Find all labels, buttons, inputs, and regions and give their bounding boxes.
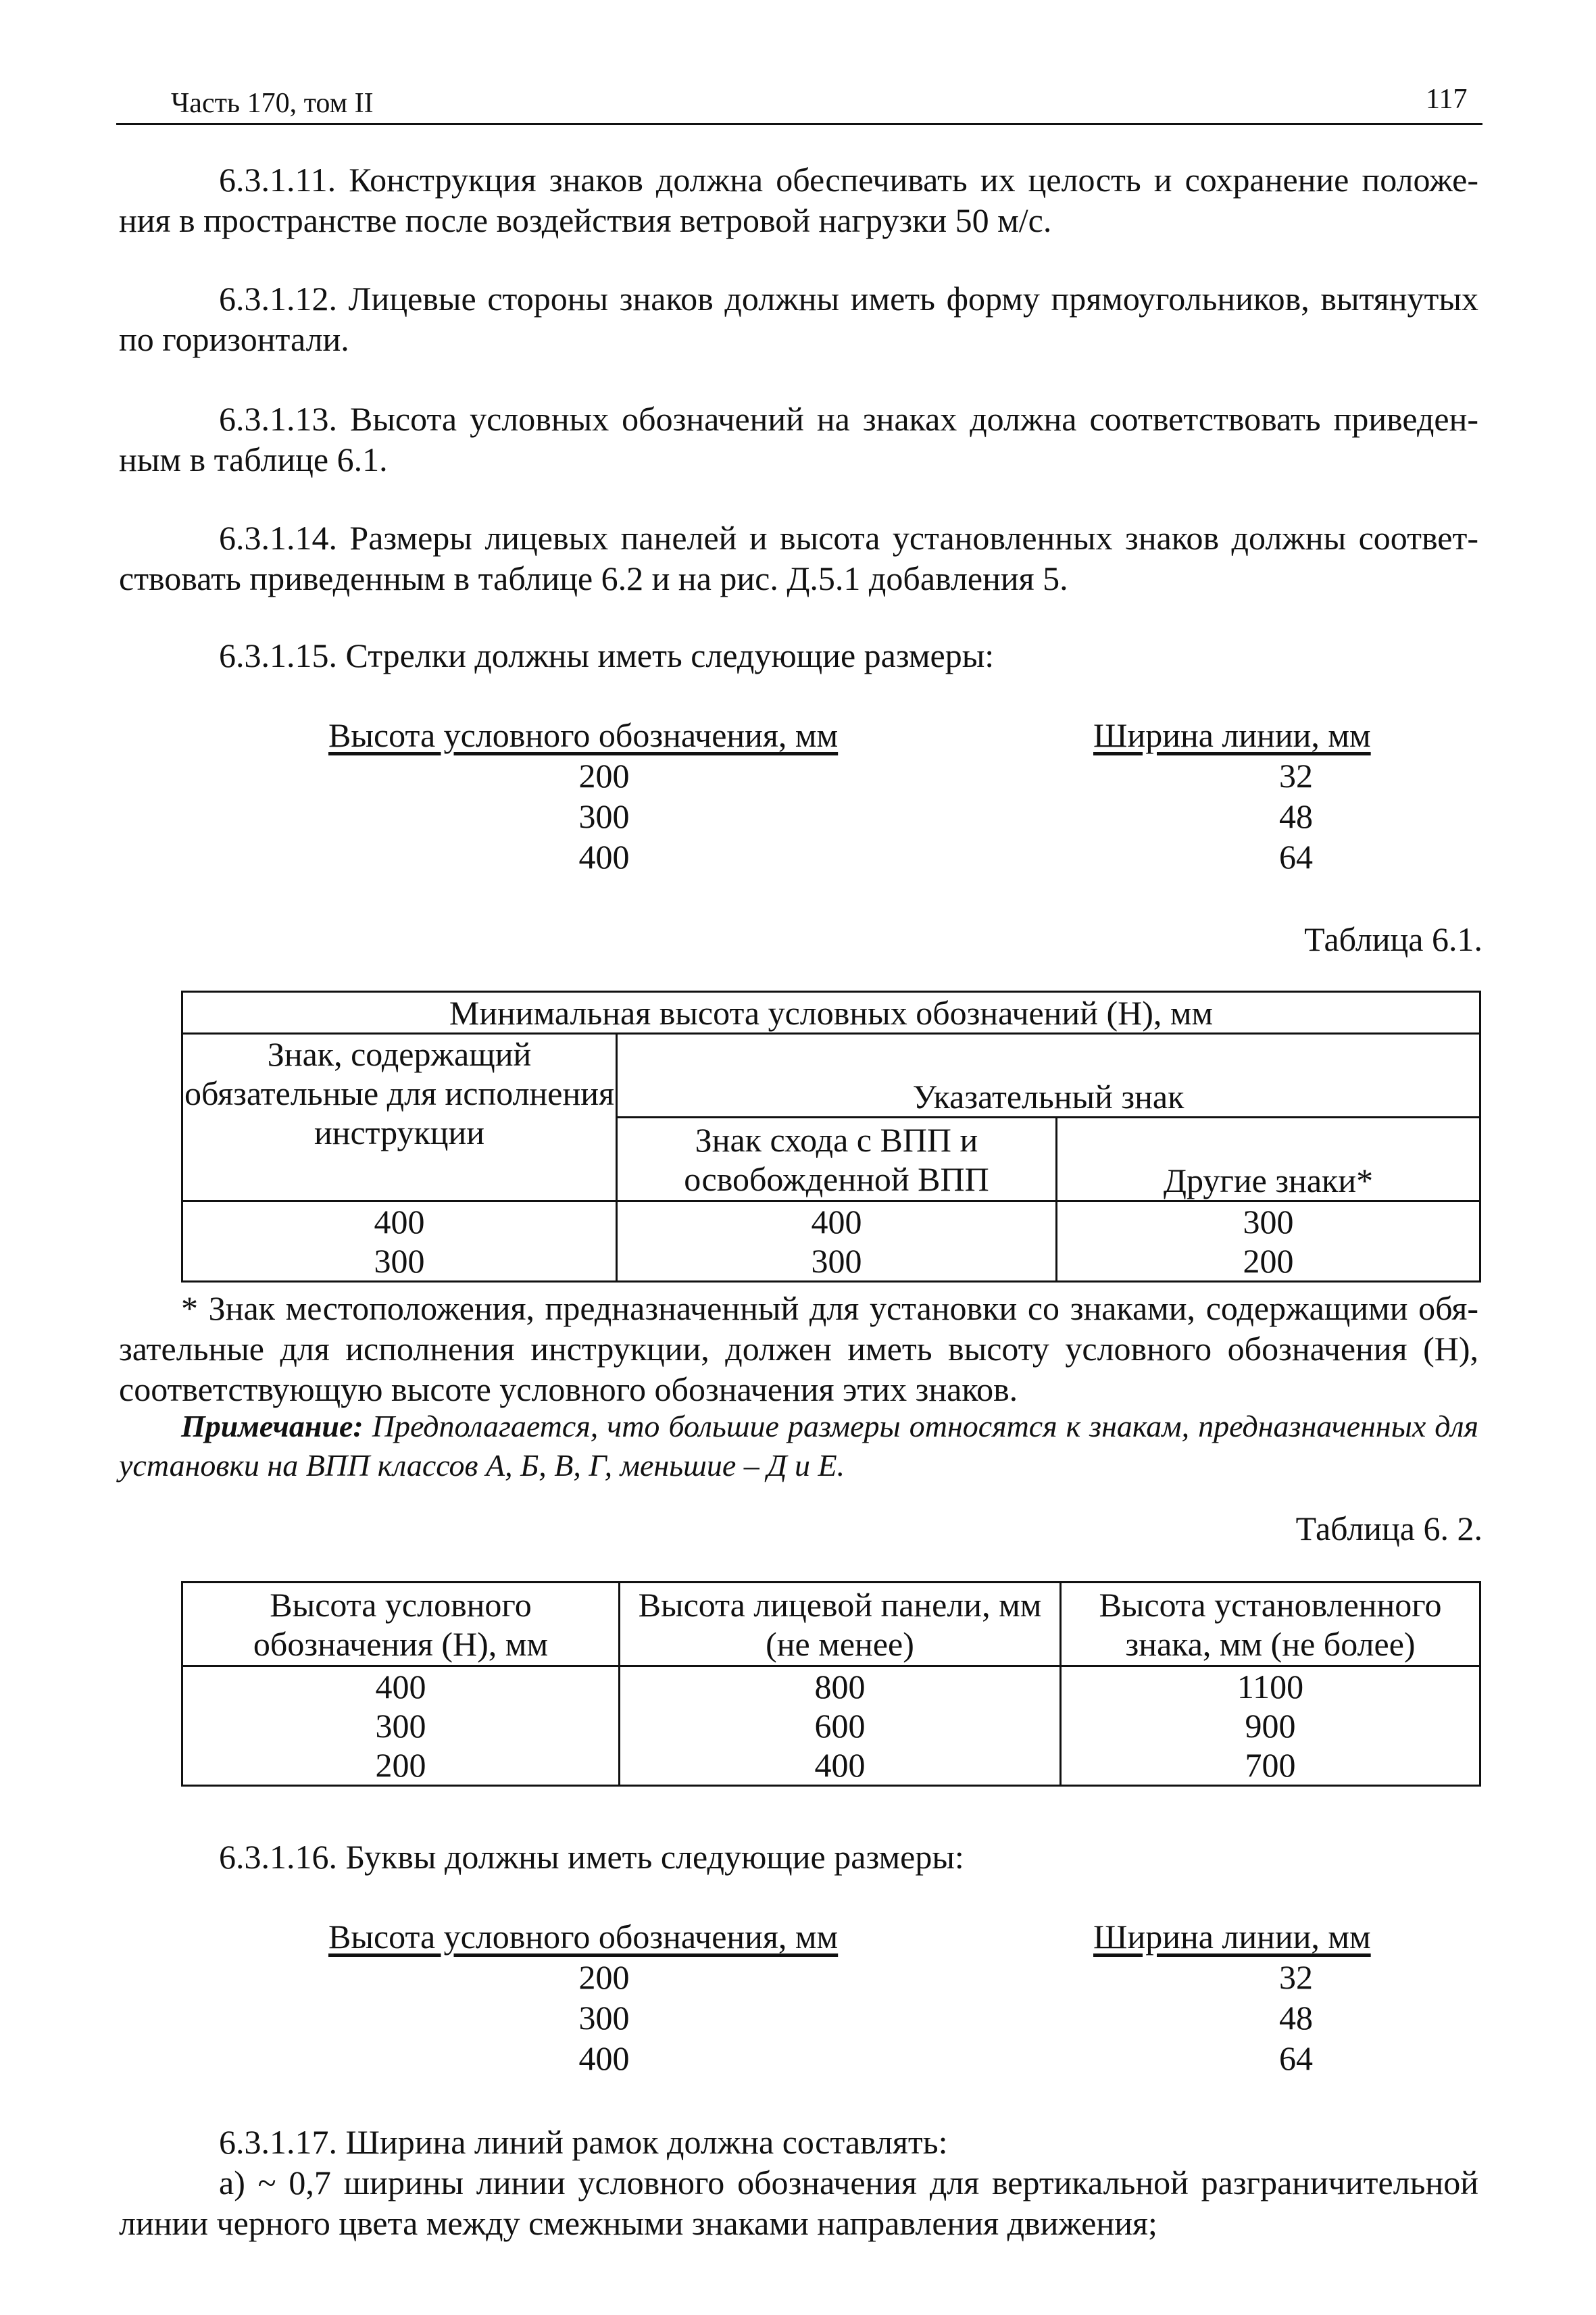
table-cell: 200 xyxy=(1057,1241,1480,1282)
paragraph-6-3-1-11: 6.3.1.11. Конструкция знаков должна обеспечивать их целость и сохранение положе- ния в пространстве после воздействия ветровой нагрузки 50 м/с. xyxy=(119,161,1478,239)
table-cell: 1100 xyxy=(1061,1666,1480,1707)
list-value: 64 xyxy=(1279,838,1313,876)
list-value: 48 xyxy=(1279,797,1313,835)
table-6-1-col1-header: Знак, содержащий обязательные для исполнения инструкции xyxy=(182,1034,617,1201)
table-cell: 200 xyxy=(182,1745,620,1786)
table-cell: 600 xyxy=(620,1706,1061,1745)
table-cell: 400 xyxy=(182,1201,617,1242)
page-number: 117 xyxy=(1426,84,1468,115)
table-cell: 300 xyxy=(1057,1201,1480,1242)
list-value: 400 xyxy=(578,838,630,876)
header-rule xyxy=(116,123,1482,125)
list-header-width: Ширина линии, мм xyxy=(1093,1918,1371,1956)
table-cell: 800 xyxy=(620,1666,1061,1707)
paragraph-6-3-1-16: 6.3.1.16. Буквы должны иметь следующие размеры: xyxy=(219,1838,964,1876)
list-header-height: Высота условного обозначения, мм xyxy=(328,716,839,754)
table-cell: 300 xyxy=(617,1241,1057,1282)
table-cell: 400 xyxy=(182,1666,620,1707)
table-cell: 400 xyxy=(617,1201,1057,1242)
table-6-1-note: Примечание: Предполагается, что большие размеры относятся к знакам, предназначенных для установки на ВПП классов А, Б, В, Г, меньшие – Д и Е. xyxy=(119,1409,1478,1483)
table-6-1-title: Минимальная высота условных обозначений (H), мм xyxy=(182,992,1480,1034)
list-header-height: Высота условного обозначения, мм xyxy=(328,1918,839,1956)
table-6-2-caption: Таблица 6. 2. xyxy=(1295,1510,1482,1547)
list-value: 48 xyxy=(1279,1999,1313,2037)
table-6-2-col1-header: Высота условного обозначения (H), мм xyxy=(182,1583,620,1666)
table-6-2-col3-header: Высота установленного знака, мм (не более) xyxy=(1061,1583,1480,1666)
table-6-1-group-header: Указательный знак xyxy=(617,1034,1480,1118)
paragraph-6-3-1-14: 6.3.1.14. Размеры лицевых панелей и высота установленных знаков должны соответ- ствовать приведенным в таблице 6.2 и на рис. Д.5.1 добавления 5. xyxy=(119,519,1478,597)
list-value: 32 xyxy=(1279,757,1313,795)
running-header: Часть 170, том II xyxy=(171,88,374,119)
list-value: 300 xyxy=(578,1999,630,2037)
table-6-1-col2-header: Знак схода с ВПП и освобожденной ВПП xyxy=(617,1118,1057,1201)
table-6-1-caption: Таблица 6.1. xyxy=(1304,920,1482,958)
table-cell: 300 xyxy=(182,1241,617,1282)
table-6-2-col2-header: Высота лицевой панели, мм (не менее) xyxy=(620,1583,1061,1666)
table-6-1-footnote: * Знак местоположения, предназначенный для установки со знаками, содержащими обя- зательные для исполнения инструкции, должен иметь высоту условного обозначения (H), соответствующую высоте условного обозначения этих знаков. xyxy=(119,1289,1478,1408)
paragraph-6-3-1-17: 6.3.1.17. Ширина линий рамок должна составлять: а) ~ 0,7 ширины линии условного обозначения для вертикальной разграничительной линии черного цвета между смежными знаками направления движения; xyxy=(119,2123,1478,2242)
arrows-size-list xyxy=(119,715,1478,877)
list-value: 32 xyxy=(1279,1958,1313,1996)
paragraph-6-3-1-15: 6.3.1.15. Стрелки должны иметь следующие размеры: xyxy=(219,637,995,674)
table-6-1 xyxy=(181,991,1481,1283)
letters-size-list xyxy=(119,1916,1478,2078)
list-value: 64 xyxy=(1279,2039,1313,2077)
list-value: 300 xyxy=(578,797,630,835)
table-6-2 xyxy=(181,1581,1481,1787)
note-label: Примечание: xyxy=(181,1409,364,1443)
table-cell: 300 xyxy=(182,1706,620,1745)
paragraph-6-3-1-13: 6.3.1.13. Высота условных обозначений на знаках должна соответствовать приведен- ным в таблице 6.1. xyxy=(119,400,1478,478)
list-header-width: Ширина линии, мм xyxy=(1093,716,1371,754)
paragraph-6-3-1-12: 6.3.1.12. Лицевые стороны знаков должны иметь форму прямоугольников, вытянутых по горизонтали. xyxy=(119,280,1478,358)
table-cell: 700 xyxy=(1061,1745,1480,1786)
list-value: 200 xyxy=(578,1958,630,1996)
table-6-1-col3-header: Другие знаки* xyxy=(1057,1118,1480,1201)
table-cell: 400 xyxy=(620,1745,1061,1786)
list-value: 400 xyxy=(578,2039,630,2077)
table-cell: 900 xyxy=(1061,1706,1480,1745)
list-value: 200 xyxy=(578,757,630,795)
